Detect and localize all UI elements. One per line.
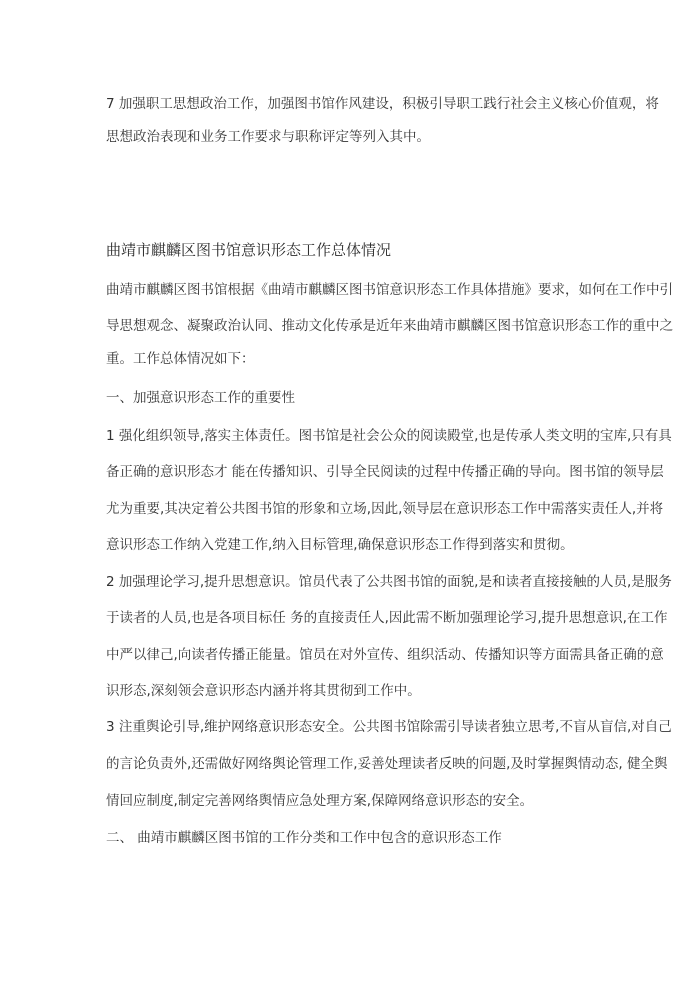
item1-line-1: 1 强化组织领导,落实主体责任。图书馆是社会公众的阅读殿堂,也是传承人类文明的宝库,只有具 bbox=[106, 428, 672, 444]
intro-line-2: 思想政治表现和业务工作要求与职称评定等列入其中。 bbox=[106, 129, 430, 145]
summary-line-1: 曲靖市麒麟区图书馆根据《曲靖市麒麟区图书馆意识形态工作具体措施》要求，如何在工作中引 bbox=[106, 282, 673, 298]
item1-line-4: 意识形态工作纳入党建工作,纳入目标管理,确保意识形态工作得到落实和贯彻。 bbox=[106, 537, 574, 553]
item1-line-3: 尤为重要,其决定着公共图书馆的形象和立场,因此,领导层在意识形态工作中需落实责任人,并将 bbox=[106, 501, 664, 517]
section-title: 曲靖市麒麟区图书馆意识形态工作总体情况 bbox=[106, 241, 392, 259]
item2-line-2: 于读者的人员,也是各项目标任 务的直接责任人,因此需不断加强理论学习,提升思想意识,在工作 bbox=[106, 610, 668, 626]
item2-line-4: 识形态,深刻领会意识形态内涵并将其贯彻到工作中。 bbox=[106, 683, 421, 699]
summary-line-3: 重。工作总体情况如下： bbox=[106, 351, 255, 367]
summary-line-2: 导思想观念、凝聚政治认同、推动文化传承是近年来曲靖市麒麟区图书馆意识形态工作的重中之 bbox=[106, 318, 673, 334]
intro-line-1: 7 加强职工思想政治工作，加强图书馆作风建设，积极引导职工践行社会主义核心价值观，将 bbox=[106, 96, 659, 112]
item3-line-3: 情回应制度,制定完善网络舆情应急处理方案,保障网络意识形态的安全。 bbox=[106, 793, 534, 809]
item3-line-2: 的言论负责外,还需做好网络舆论管理工作,妥善处理读者反映的问题,及时掌握舆情动态, 健全舆 bbox=[106, 756, 668, 772]
item2-line-3: 中严以律己,向读者传播正能量。馆员在对外宣传、组织活动、传播知识等方面需具备正确的意 bbox=[106, 647, 664, 663]
item2-line-1: 2 加强理论学习,提升思想意识。馆员代表了公共图书馆的面貌,是和读者直接接触的人员,是服务 bbox=[106, 574, 672, 590]
part1-heading: 一、加强意识形态工作的重要性 bbox=[106, 390, 295, 406]
part2-heading: 二、 曲靖市麒麟区图书馆的工作分类和工作中包含的意识形态工作 bbox=[106, 830, 502, 846]
item3-line-1: 3 注重舆论引导,维护网络意识形态安全。公共图书馆除需引导读者独立思考,不盲从盲信,对自己 bbox=[106, 719, 672, 735]
item1-line-2: 备正确的意识形态才 能在传播知识、引导全民阅读的过程中传播正确的导向。图书馆的领导层 bbox=[106, 464, 664, 480]
